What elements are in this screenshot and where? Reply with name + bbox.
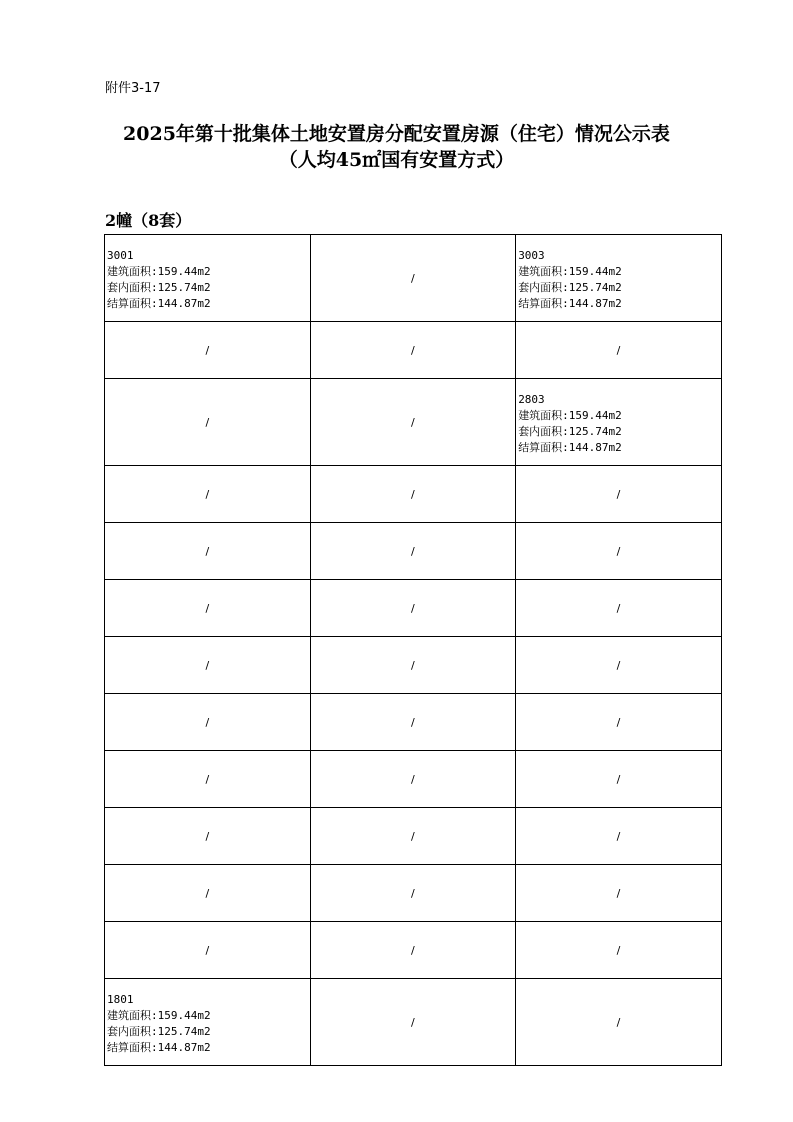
empty-cell: [105, 922, 311, 979]
table-row: [105, 637, 722, 694]
unit-number: 3003: [518, 249, 545, 262]
empty-cell: [105, 322, 311, 379]
inner-area: 套内面积:125.74m2: [107, 281, 211, 294]
settlement-area: 结算面积:144.87m2: [107, 1041, 211, 1054]
empty-cell: [310, 637, 516, 694]
empty-slash: /: [411, 943, 415, 957]
building-area: 建筑面积:159.44m2: [107, 1009, 211, 1022]
empty-cell: [105, 694, 311, 751]
empty-cell: [516, 865, 722, 922]
empty-cell: [516, 808, 722, 865]
empty-cell: [516, 580, 722, 637]
empty-slash: /: [205, 343, 210, 357]
inner-area: 套内面积:125.74m2: [518, 281, 622, 294]
empty-cell: [516, 637, 722, 694]
empty-cell: [516, 322, 722, 379]
empty-cell: [310, 808, 516, 865]
table-row: [105, 523, 722, 580]
empty-cell: [310, 751, 516, 808]
unit-number: 3001: [107, 249, 134, 262]
empty-slash: /: [411, 544, 415, 558]
empty-slash: /: [205, 829, 210, 843]
attachment-label: 附件3-17: [105, 81, 161, 96]
empty-cell: [105, 751, 311, 808]
building-area: 建筑面积:159.44m2: [518, 409, 622, 422]
building-label: 2幢（8套）: [105, 211, 192, 230]
empty-cell: [105, 379, 311, 466]
settlement-area: 结算面积:144.87m2: [518, 297, 622, 310]
empty-cell: [310, 235, 516, 322]
table-row: [105, 865, 722, 922]
table-row: [105, 580, 722, 637]
empty-slash: /: [411, 1015, 415, 1029]
empty-slash: /: [616, 772, 621, 786]
unit-number: 1801: [107, 993, 134, 1006]
empty-cell: [310, 979, 516, 1066]
building-area: 建筑面积:159.44m2: [107, 265, 211, 278]
inner-area: 套内面积:125.74m2: [107, 1025, 211, 1038]
empty-cell: [310, 580, 516, 637]
settlement-area: 结算面积:144.87m2: [518, 441, 622, 454]
unit-cell: [105, 235, 311, 322]
empty-slash: /: [411, 658, 415, 672]
empty-slash: /: [205, 658, 210, 672]
empty-slash: /: [616, 544, 621, 558]
empty-cell: [310, 922, 516, 979]
table-row: [105, 979, 722, 1066]
empty-slash: /: [411, 487, 415, 501]
empty-cell: [516, 751, 722, 808]
empty-cell: [310, 523, 516, 580]
empty-slash: /: [205, 715, 210, 729]
empty-cell: [105, 466, 311, 523]
empty-slash: /: [205, 772, 210, 786]
empty-slash: /: [616, 1015, 621, 1029]
table-row: [105, 466, 722, 523]
unit-info: [516, 235, 721, 312]
empty-slash: /: [411, 271, 415, 285]
empty-slash: /: [616, 601, 621, 615]
unit-number: 2803: [518, 393, 545, 406]
empty-slash: /: [616, 343, 621, 357]
empty-slash: /: [205, 544, 210, 558]
empty-slash: /: [411, 715, 415, 729]
page-title: 2025年第十批集体土地安置房分配安置房源（住宅）情况公示表: [123, 123, 670, 145]
empty-cell: [105, 808, 311, 865]
empty-slash: /: [411, 343, 415, 357]
unit-info: [516, 379, 721, 456]
table-row: [105, 322, 722, 379]
empty-cell: [105, 637, 311, 694]
empty-cell: [105, 580, 311, 637]
unit-info: [105, 235, 310, 312]
empty-slash: /: [616, 715, 621, 729]
unit-cell: [516, 379, 722, 466]
empty-slash: /: [616, 886, 621, 900]
table-row: [105, 694, 722, 751]
table-row: [105, 922, 722, 979]
table-row: [105, 751, 722, 808]
unit-cell: [105, 979, 311, 1066]
settlement-area: 结算面积:144.87m2: [107, 297, 211, 310]
unit-info: [105, 979, 310, 1056]
empty-slash: /: [616, 943, 621, 957]
table-row: [105, 379, 722, 466]
empty-slash: /: [205, 886, 210, 900]
empty-cell: [105, 523, 311, 580]
empty-slash: /: [205, 601, 210, 615]
page-subtitle: （人均45㎡国有安置方式）: [278, 149, 515, 171]
empty-cell: [310, 865, 516, 922]
empty-slash: /: [616, 829, 621, 843]
empty-slash: /: [411, 415, 415, 429]
empty-cell: [310, 322, 516, 379]
empty-slash: /: [411, 772, 415, 786]
empty-slash: /: [411, 886, 415, 900]
housing-table-body: [105, 235, 722, 1066]
table-row: [105, 808, 722, 865]
empty-cell: [105, 865, 311, 922]
empty-slash: /: [411, 601, 415, 615]
empty-slash: /: [205, 415, 210, 429]
empty-cell: [310, 694, 516, 751]
building-area: 建筑面积:159.44m2: [518, 265, 622, 278]
empty-slash: /: [616, 658, 621, 672]
inner-area: 套内面积:125.74m2: [518, 425, 622, 438]
empty-cell: [516, 523, 722, 580]
unit-cell: [516, 235, 722, 322]
empty-slash: /: [205, 487, 210, 501]
empty-cell: [516, 694, 722, 751]
empty-slash: /: [616, 487, 621, 501]
empty-cell: [516, 979, 722, 1066]
empty-slash: /: [205, 943, 210, 957]
empty-slash: /: [411, 829, 415, 843]
empty-cell: [310, 466, 516, 523]
empty-cell: [310, 379, 516, 466]
table-row: [105, 235, 722, 322]
housing-table: [104, 234, 722, 1066]
empty-cell: [516, 922, 722, 979]
empty-cell: [516, 466, 722, 523]
